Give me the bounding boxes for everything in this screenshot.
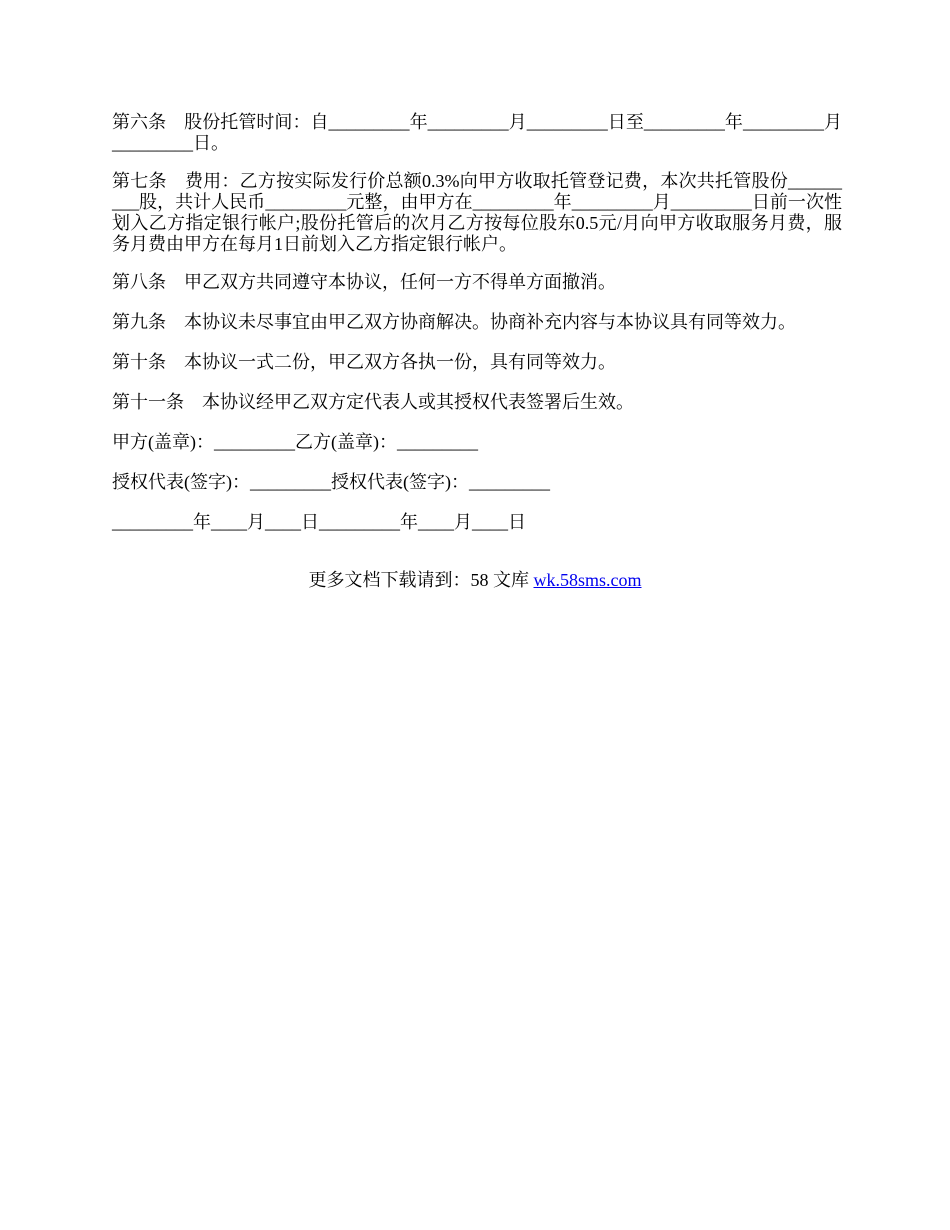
document-body <box>112 112 842 552</box>
article-6: 第六条 股份托管时间：自_________年_________月_________日至_________年_________月_________日。 <box>112 112 842 153</box>
seal-signature-line: 甲方(盖章)：_________乙方(盖章)：_________ <box>112 432 478 452</box>
footer-prefix: 更多文档下载请到：58 文库 <box>308 570 534 590</box>
download-footer <box>0 570 950 591</box>
article-10: 第十条 本协议一式二份，甲乙双方各执一份，具有同等效力。 <box>112 352 616 372</box>
article-9: 第九条 本协议未尽事宜由甲乙双方协商解决。协商补充内容与本协议具有同等效力。 <box>112 312 796 332</box>
footer-link[interactable]: wk.58sms.com <box>533 570 642 590</box>
article-11: 第十一条 本协议经甲乙双方定代表人或其授权代表签署后生效。 <box>112 392 634 412</box>
representative-signature-line: 授权代表(签字)：_________授权代表(签字)：_________ <box>112 472 550 492</box>
date-line: _________年____月____日_________年____月____日 <box>112 512 526 532</box>
article-7: 第七条 费用：乙方按实际发行价总额0.3%向甲方收取托管登记费，本次共托管股份_________股，共计人民币_________元整，由甲方在_________年_________月_________日前一次性划入乙方指定银行帐户;股份托管后的次月乙方按每位股东0.5元/月向甲方收取服务月费，服务月费由甲方在每月1日前划入乙方指定银行帐户。 <box>112 171 842 254</box>
article-8: 第八条 甲乙双方共同遵守本协议，任何一方不得单方面撤消。 <box>112 272 616 292</box>
